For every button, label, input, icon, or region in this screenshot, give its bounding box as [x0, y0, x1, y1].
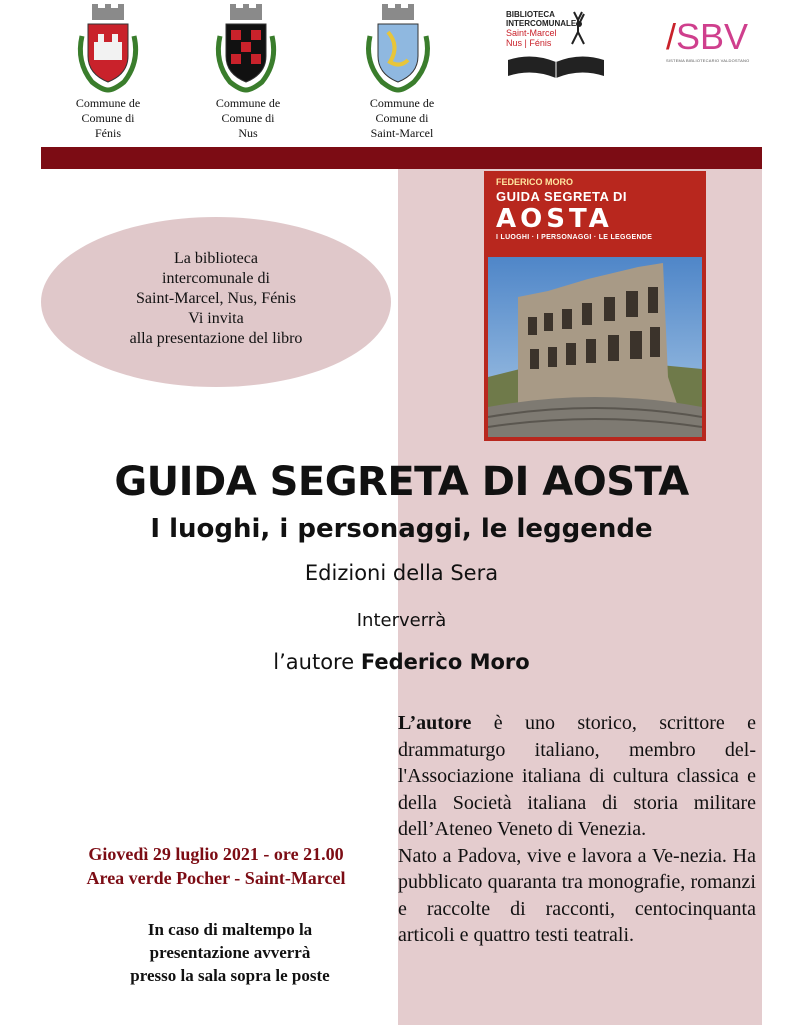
bio-lead: L’autore: [398, 712, 472, 734]
sbv-logo-caption: SISTEMA BIBLIOTECARIO VALDOSTANO: [666, 58, 750, 63]
publisher: Edizioni della Sera: [304, 561, 499, 585]
library-logo-line3: Saint-Marcel: [506, 28, 557, 38]
library-logo-line1: BIBLIOTECA: [506, 10, 555, 19]
event-place: Area verde Pocher - Saint-Marcel: [86, 868, 346, 888]
library-logo: [506, 10, 606, 80]
event-title: GUIDA SEGRETA DI AOSTA: [114, 459, 689, 505]
author-biography: [398, 710, 756, 949]
book-cover-author: FEDERICO MORO: [496, 177, 574, 187]
saint-marcel-coat-of-arms-icon: [360, 2, 436, 94]
roman-theatre-photo-icon: [488, 257, 702, 437]
event-details: [41, 842, 391, 890]
bio-paragraph-2: Nato a Padova, vive e lavora a Ve-nezia. Ha pubblicato quaranta tra monografie, romanzi e raccolte di racconti, centocinquanta articoli e quattro testi teatrali.: [398, 844, 756, 946]
author-name: Federico Moro: [360, 650, 530, 674]
weather-note: In caso di maltempo la presentazione avverrà presso la sala sopra le poste: [130, 920, 330, 985]
sbv-logo: [666, 18, 756, 68]
invitation-text: La biblioteca intercomunale di Saint-Marcel, Nus, Fénis Vi invita alla presentazione del libro: [129, 250, 303, 347]
commune-label-nus: Commune de Comune di Nus: [215, 96, 281, 140]
author-prefix: l’autore: [273, 650, 361, 674]
nus-coat-of-arms-icon: [210, 2, 282, 94]
book-cover-title-line2: AOSTA: [496, 204, 613, 234]
sbv-slash-icon: /: [666, 16, 677, 57]
book-cover: [484, 171, 706, 441]
speaker-intro: Interverrà: [356, 610, 447, 631]
library-logo-line2: INTERCOMUNALE: [506, 19, 577, 28]
commune-label-fenis: Commune de Comune di Fénis: [75, 96, 141, 140]
event-date: Giovedì 29 luglio 2021 - ore 21.00: [88, 844, 344, 864]
sbv-logo-mark: SBV: [676, 16, 749, 57]
bio-paragraph-1: è uno storico, scrittore e drammaturgo italiano, membro del-l'Associazione italiana di cultura classica e della Società italiana di storia militare dell’Ateneo Veneto di Venezia.: [398, 712, 756, 840]
book-cover-title-line1: GUIDA SEGRETA DI: [496, 189, 628, 204]
library-logo-line4: Nus | Fénis: [506, 38, 552, 48]
fenis-coat-of-arms-icon: [72, 2, 144, 94]
author-line: [0, 650, 803, 674]
open-book-icon: [506, 52, 606, 78]
book-cover-subtitle: I LUOGHI · I PERSONAGGI · LE LEGGENDE: [496, 234, 653, 241]
commune-label-saint-marcel: Commune de Comune di Saint-Marcel: [369, 96, 435, 140]
deer-icon: [566, 10, 592, 50]
header-divider-bar: [41, 147, 762, 169]
event-subtitle: I luoghi, i personaggi, le leggende: [150, 514, 653, 544]
